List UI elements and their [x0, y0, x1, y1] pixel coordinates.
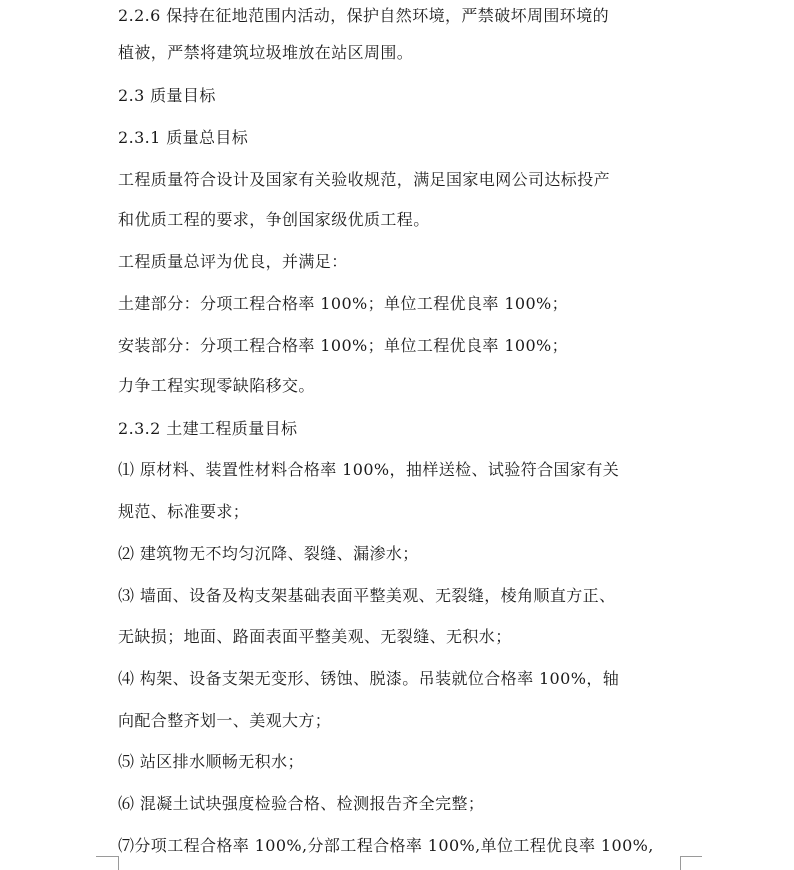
list-item-4-line-2: 向配合整齐划一、美观大方； — [118, 711, 332, 730]
paragraph-quality-line-2: 和优质工程的要求，争创国家级优质工程。 — [118, 210, 430, 229]
list-item-4-line-1: ⑷ 构架、设备支架无变形、锈蚀、脱漆。吊装就位合格率 100%，轴 — [118, 669, 620, 688]
page-margin-corner-right — [680, 856, 702, 869]
heading-2-3-2: 2.3.2 土建工程质量目标 — [118, 419, 298, 438]
heading-2-3-1: 2.3.1 质量总目标 — [118, 128, 249, 147]
paragraph-overall-rating: 工程质量总评为优良，并满足： — [118, 252, 348, 271]
heading-2-3: 2.3 质量目标 — [118, 86, 216, 105]
list-item-7: ⑺分项工程合格率 100%,分部工程合格率 100%,单位工程优良率 100%, — [118, 836, 654, 855]
list-item-3-line-1: ⑶ 墙面、设备及构支架基础表面平整美观、无裂缝，棱角顺直方正、 — [118, 586, 616, 605]
installation-rates: 安装部分：分项工程合格率 100%；单位工程优良率 100%； — [118, 336, 569, 355]
list-item-5: ⑸ 站区排水顺畅无积水； — [118, 752, 304, 771]
list-item-1-line-1: ⑴ 原材料、装置性材料合格率 100%，抽样送检、试验符合国家有关 — [118, 460, 620, 479]
civil-works-rates: 土建部分：分项工程合格率 100%；单位工程优良率 100%； — [118, 294, 569, 313]
page-margin-corner-left — [96, 856, 118, 869]
text-line-2-2-6-cont: 植被，严禁将建筑垃圾堆放在站区周围。 — [118, 43, 414, 62]
text-line-2-2-6: 2.2.6 保持在征地范围内活动，保护自然环境，严禁破坏周围环境的 — [118, 6, 609, 25]
list-item-2: ⑵ 建筑物无不均匀沉降、裂缝、漏渗水； — [118, 544, 419, 563]
list-item-3-line-2: 无缺损；地面、路面表面平整美观、无裂缝、无积水； — [118, 627, 512, 646]
list-item-1-line-2: 规范、标准要求； — [118, 502, 250, 521]
zero-defect-goal: 力争工程实现零缺陷移交。 — [118, 376, 315, 395]
list-item-6: ⑹ 混凝土试块强度检验合格、检测报告齐全完整； — [118, 794, 485, 813]
paragraph-quality-line-1: 工程质量符合设计及国家有关验收规范，满足国家电网公司达标投产 — [118, 170, 611, 189]
